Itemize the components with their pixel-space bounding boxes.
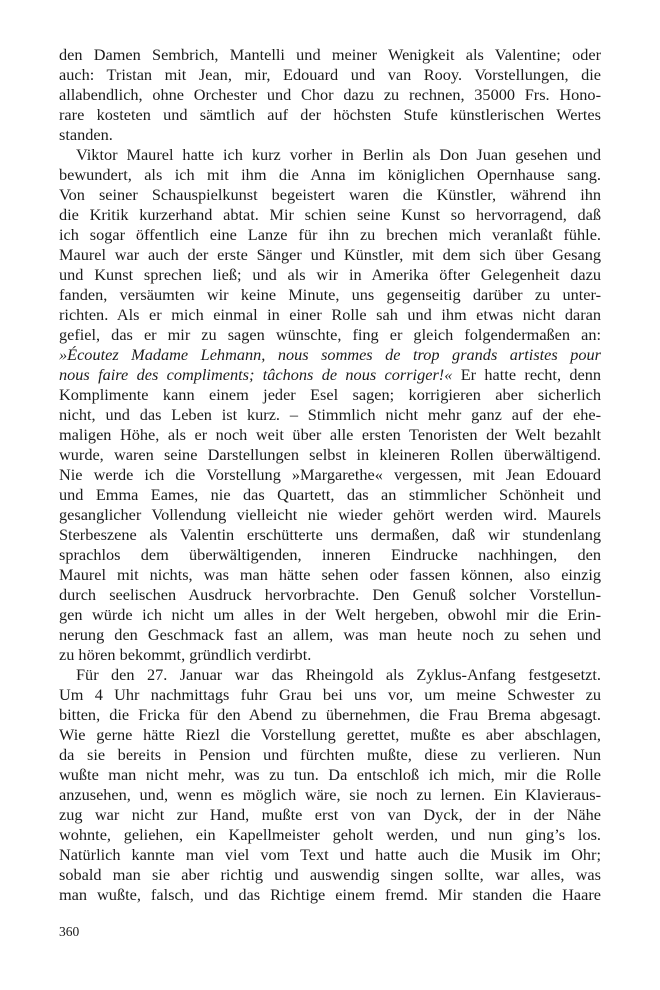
text-line (59, 145, 601, 165)
text-segment: anzusehen, und, wenn es möglich wäre, sie noch zu lernen. Ein Klavieraus- (59, 785, 601, 804)
text-line (59, 445, 601, 465)
text-segment-italic: nous faire des compliments; tâchons de nous corriger!« (59, 365, 453, 384)
text-line (59, 645, 601, 665)
text-segment: Um 4 Uhr nachmittags fuhr Grau bei uns vor, um meine Schwester zu (59, 685, 601, 704)
text-segment: ich sogar öffentlich eine Lanze für ihn zu brechen mich veranlaßt fühle. (59, 225, 601, 244)
text-segment: Maurel war auch der erste Sänger und Künstler, mit dem sich über Gesang (59, 245, 601, 264)
text-segment: nerung den Geschmack fast an allem, was man heute noch zu sehen und (59, 625, 601, 644)
text-segment: Er hatte recht, denn (452, 365, 601, 384)
text-line (59, 205, 601, 225)
text-line (59, 425, 601, 445)
text-line (59, 45, 601, 65)
text-segment: maligen Höhe, als er noch weit über alle ersten Tenoristen der Welt bezahlt (59, 425, 601, 444)
text-segment: Für den 27. Januar war das Rheingold als Zyklus-Anfang festgesetzt. (76, 665, 601, 684)
text-segment: standen. (59, 125, 113, 144)
text-line (59, 265, 601, 285)
page-number: 360 (59, 924, 80, 939)
text-line (59, 665, 601, 685)
text-segment: nicht, und das Leben ist kurz. – Stimmlich nicht mehr ganz auf der ehe- (59, 405, 601, 424)
text-segment: gen würde ich nicht um alles in der Welt hergeben, obwohl mir die Erin- (59, 605, 601, 624)
text-segment: da sie bereits in Pension und fürchten mußte, diese zu verlieren. Nun (59, 745, 601, 764)
text-segment: gesanglicher Vollendung vielleicht nie wieder gehört werden wird. Maurels (59, 505, 601, 524)
text-segment: wurde, waren seine Darstellungen selbst in kleineren Rollen überwältigend. (59, 445, 601, 464)
text-line (59, 605, 601, 625)
text-line (59, 745, 601, 765)
text-segment: sobald man sie aber richtig und auswendig singen sollte, war alles, was (59, 865, 601, 884)
text-line (59, 405, 601, 425)
text-line (59, 585, 601, 605)
text-line (59, 565, 601, 585)
text-line (59, 725, 601, 745)
text-segment-italic: »Écoutez Madame Lehmann, nous sommes de trop grands artistes pour (59, 345, 601, 364)
text-segment: wußte man nicht mehr, was zu tun. Da entschloß ich mich, mir die Rolle (59, 765, 601, 784)
text-line (59, 785, 601, 805)
text-segment: und Kunst sprechen ließ; und als wir in Amerika öfter Gelegenheit dazu (59, 265, 601, 284)
text-line (59, 825, 601, 845)
text-line (59, 85, 601, 105)
text-line (59, 365, 601, 385)
text-line (59, 705, 601, 725)
text-segment: allabendlich, ohne Orchester und Chor dazu zu rechnen, 35000 Frs. Hono- (59, 85, 601, 104)
text-segment: gefiel, das er mir zu sagen wünschte, fing er gleich folgendermaßen an: (59, 325, 601, 344)
text-segment: richten. Als er mich einmal in einer Rolle sah und ihm etwas nicht daran (59, 305, 601, 324)
text-line (59, 125, 601, 145)
text-segment: und Emma Eames, nie das Quartett, das an stimmlicher Schönheit und (59, 485, 601, 504)
text-line (59, 685, 601, 705)
text-segment: zu hören bekommt, gründlich verdirbt. (59, 645, 312, 664)
text-segment: zug war nicht zur Hand, mußte erst von van Dyck, der in der Nähe (59, 805, 601, 824)
text-line (59, 805, 601, 825)
text-line (59, 865, 601, 885)
text-segment: man wußte, falsch, und das Richtige einem fremd. Mir standen die Haare (59, 885, 601, 904)
text-line (59, 325, 601, 345)
text-segment: Natürlich kannte man viel vom Text und hatte auch die Musik im Ohr; (59, 845, 601, 864)
text-segment: Komplimente kann einem jeder Esel sagen; korrigieren aber sicherlich (59, 385, 601, 404)
text-segment: Sterbeszene als Valentin erschütterte uns dermaßen, daß wir stundenlang (59, 525, 601, 544)
text-segment: rare kosteten und sämtlich auf der höchsten Stufe künstlerischen Wertes (59, 105, 601, 124)
text-line (59, 505, 601, 525)
text-line (59, 845, 601, 865)
text-line (59, 625, 601, 645)
text-line (59, 305, 601, 325)
text-line (59, 525, 601, 545)
text-line (59, 885, 601, 905)
text-line (59, 285, 601, 305)
text-segment: sprachlos dem überwältigenden, inneren Eindrucke nachhingen, den (59, 545, 601, 564)
text-line (59, 65, 601, 85)
text-line (59, 345, 601, 365)
text-segment: den Damen Sembrich, Mantelli und meiner Wenigkeit als Valentine; oder (59, 45, 601, 64)
text-segment: bitten, die Fricka für den Abend zu übernehmen, die Frau Brema abgesagt. (59, 705, 601, 724)
text-line (59, 765, 601, 785)
text-segment: die Kritik kurzerhand abtat. Mir schien seine Kunst so hervorragend, daß (59, 205, 601, 224)
page-text (59, 45, 601, 905)
text-line (59, 225, 601, 245)
text-segment: fanden, versäumten wir keine Minute, uns gegenseitig darüber zu unter- (59, 285, 601, 304)
text-segment: Viktor Maurel hatte ich kurz vorher in Berlin als Don Juan gesehen und (76, 145, 601, 164)
text-segment: bewundert, als ich mit ihm die Anna im königlichen Opernhause sang. (59, 165, 601, 184)
text-segment: Wie gerne hätte Riezl die Vorstellung gerettet, mußte es aber abschlagen, (59, 725, 601, 744)
text-segment: Nie werde ich die Vorstellung »Margarethe« vergessen, mit Jean Edouard (59, 465, 601, 484)
text-segment: wohnte, geliehen, ein Kapellmeister geholt werden, und nun ging’s los. (59, 825, 601, 844)
text-segment: auch: Tristan mit Jean, mir, Edouard und van Rooy. Vorstellungen, die (59, 65, 601, 84)
text-segment: durch seelischen Ausdruck hervorbrachte. Den Genuß solcher Vorstellun- (59, 585, 601, 604)
text-line (59, 165, 601, 185)
text-segment: Maurel mit nichts, was man hätte sehen oder fassen können, also einzig (59, 565, 601, 584)
text-line (59, 465, 601, 485)
text-segment: Von seiner Schauspielkunst begeistert waren die Künstler, während ihn (59, 185, 601, 204)
text-line (59, 545, 601, 565)
text-line (59, 245, 601, 265)
text-line (59, 385, 601, 405)
text-line (59, 185, 601, 205)
text-line (59, 105, 601, 125)
text-line (59, 485, 601, 505)
